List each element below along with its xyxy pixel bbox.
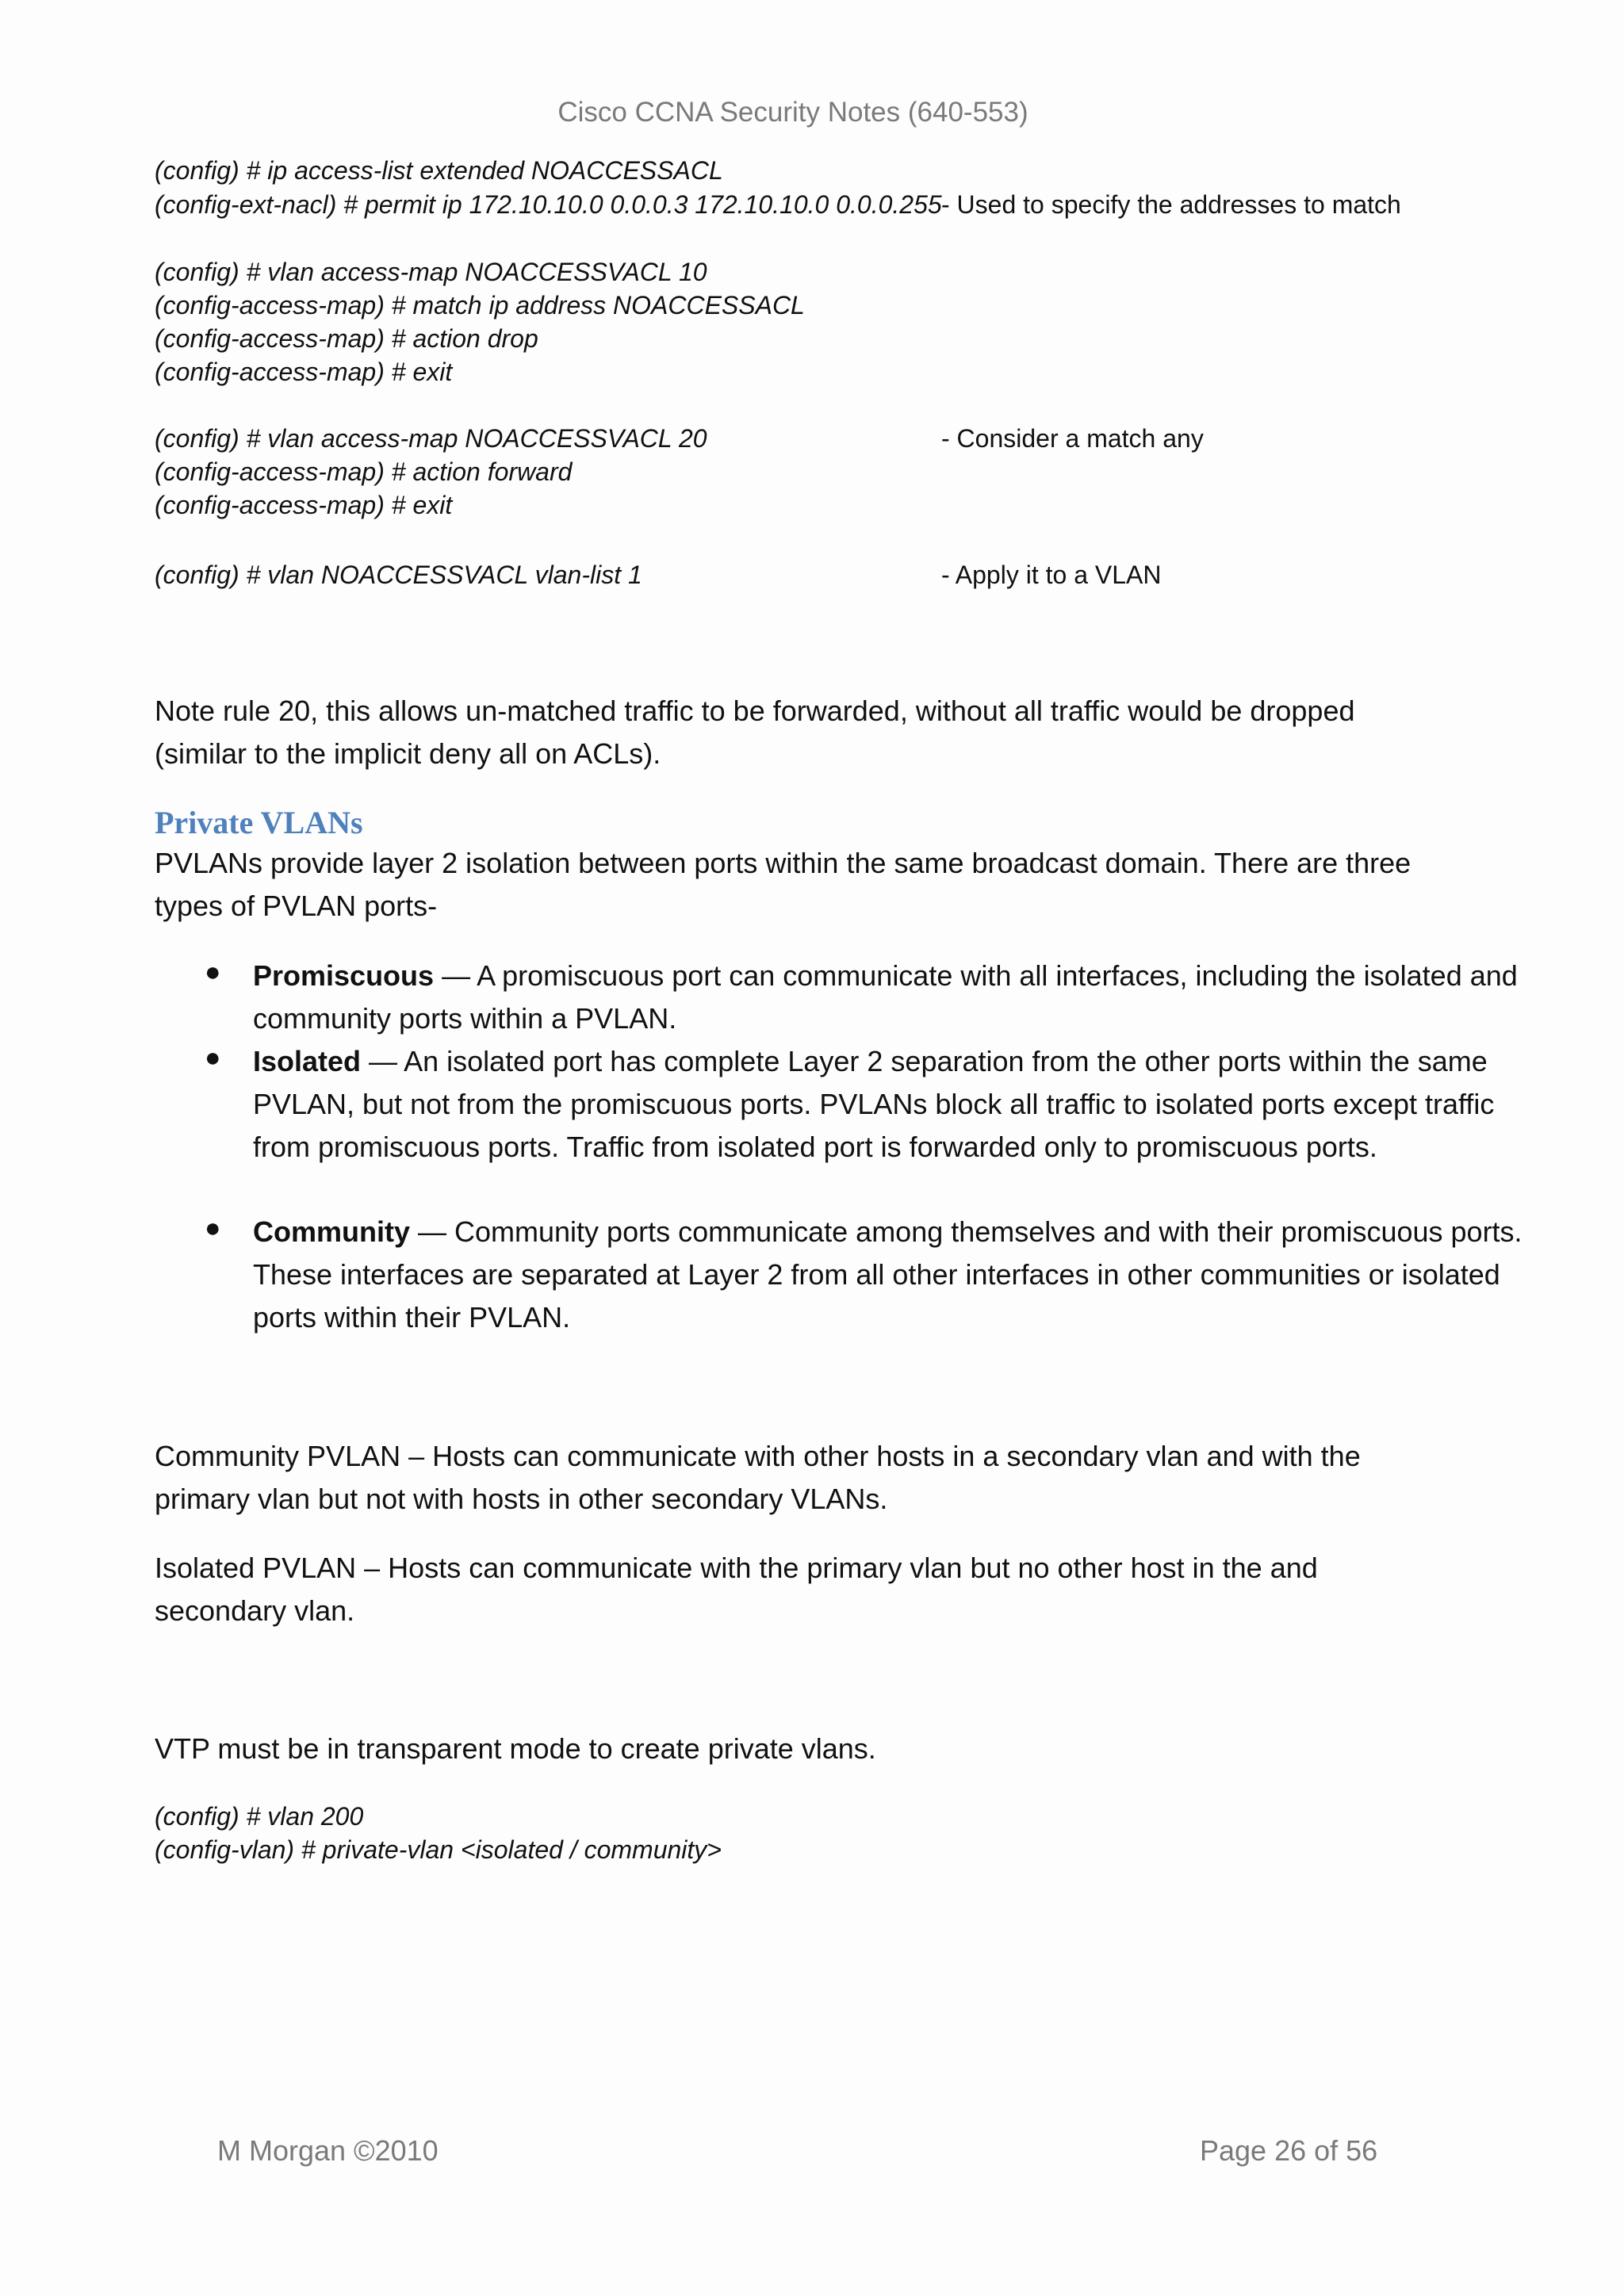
config-line: (config-ext-nacl) # permit ip 172.10.10.0 0.0.0.3 172.10.10.0 0.0.0.255 [155,190,942,219]
community-pvlan-paragraph: Community PVLAN – Hosts can communicate with other hosts in a secondary vlan and with the primary vlan but not with hosts in other secondary VLANs. [155,1440,1361,1515]
footer-page-number: Page 26 of 56 [1200,2134,1378,2167]
config-line: (config) # vlan access-map NOACCESSVACL 10 [155,258,707,286]
page-header: Cisco CCNA Security Notes (640-553) [557,97,1028,128]
note-rule-paragraph: Note rule 20, this allows un-matched traffic to be forwarded, without all traffic would be dropped (similar to the implicit deny all on ACLs). [155,695,1355,770]
config-line: (config-access-map) # match ip address NOACCESSACL [155,291,805,320]
bullet-item-promiscuous [253,955,1553,1040]
config-line: (config-access-map) # action drop [155,324,538,353]
bullet-icon: ● [205,1043,221,1073]
config-line: (config-vlan) # private-vlan <isolated / community> [155,1835,722,1864]
bullet-description: — An isolated port has complete Layer 2 separation from the other ports within the same PVLAN, but not from the promiscuous ports. PVLANs block all traffic to isolated ports except traffic from promiscuous ports. Traffic from isolated port is forwarded only to promiscuous ports. [253,1045,1495,1163]
config-line: (config-access-map) # action forward [155,457,573,486]
isolated-pvlan-paragraph: Isolated PVLAN – Hosts can communicate with the primary vlan but no other host in the and secondary vlan. [155,1552,1318,1627]
footer-author: M Morgan ©2010 [217,2134,439,2167]
config-line: (config) # ip access-list extended NOACCESSACL [155,156,723,185]
config-line: (config) # vlan access-map NOACCESSVACL 20 [155,424,707,453]
bullet-description: — Community ports communicate among themselves and with their promiscuous ports. These interfaces are separated at Layer 2 from all other interfaces in other communities or isolated ports within their PVLAN. [253,1215,1522,1334]
config-line: (config-access-map) # exit [155,358,453,386]
bullet-term: Isolated [253,1045,362,1077]
bullet-icon: ● [205,957,221,987]
bullet-item-isolated [253,1040,1553,1169]
bullet-icon: ● [205,1213,221,1243]
config-line: (config) # vlan NOACCESSVACL vlan-list 1 [155,561,642,589]
section-intro: PVLANs provide layer 2 isolation between ports within the same broadcast domain. There are three types of PVLAN ports- [155,847,1411,922]
bullet-description: — A promiscuous port can communicate with all interfaces, including the isolated and community ports within a PVLAN. [253,959,1518,1035]
vtp-paragraph: VTP must be in transparent mode to create private vlans. [155,1732,876,1765]
config-line: (config) # vlan 200 [155,1802,364,1831]
bullet-term: Community [253,1215,410,1248]
config-note: - Consider a match any [941,424,1204,453]
section-heading: Private VLANs [155,805,363,840]
bullet-item-community [253,1211,1553,1339]
config-line: (config-access-map) # exit [155,491,453,519]
config-note: - Used to specify the addresses to match [941,190,1401,219]
bullet-term: Promiscuous [253,959,435,992]
config-note: - Apply it to a VLAN [941,561,1162,589]
